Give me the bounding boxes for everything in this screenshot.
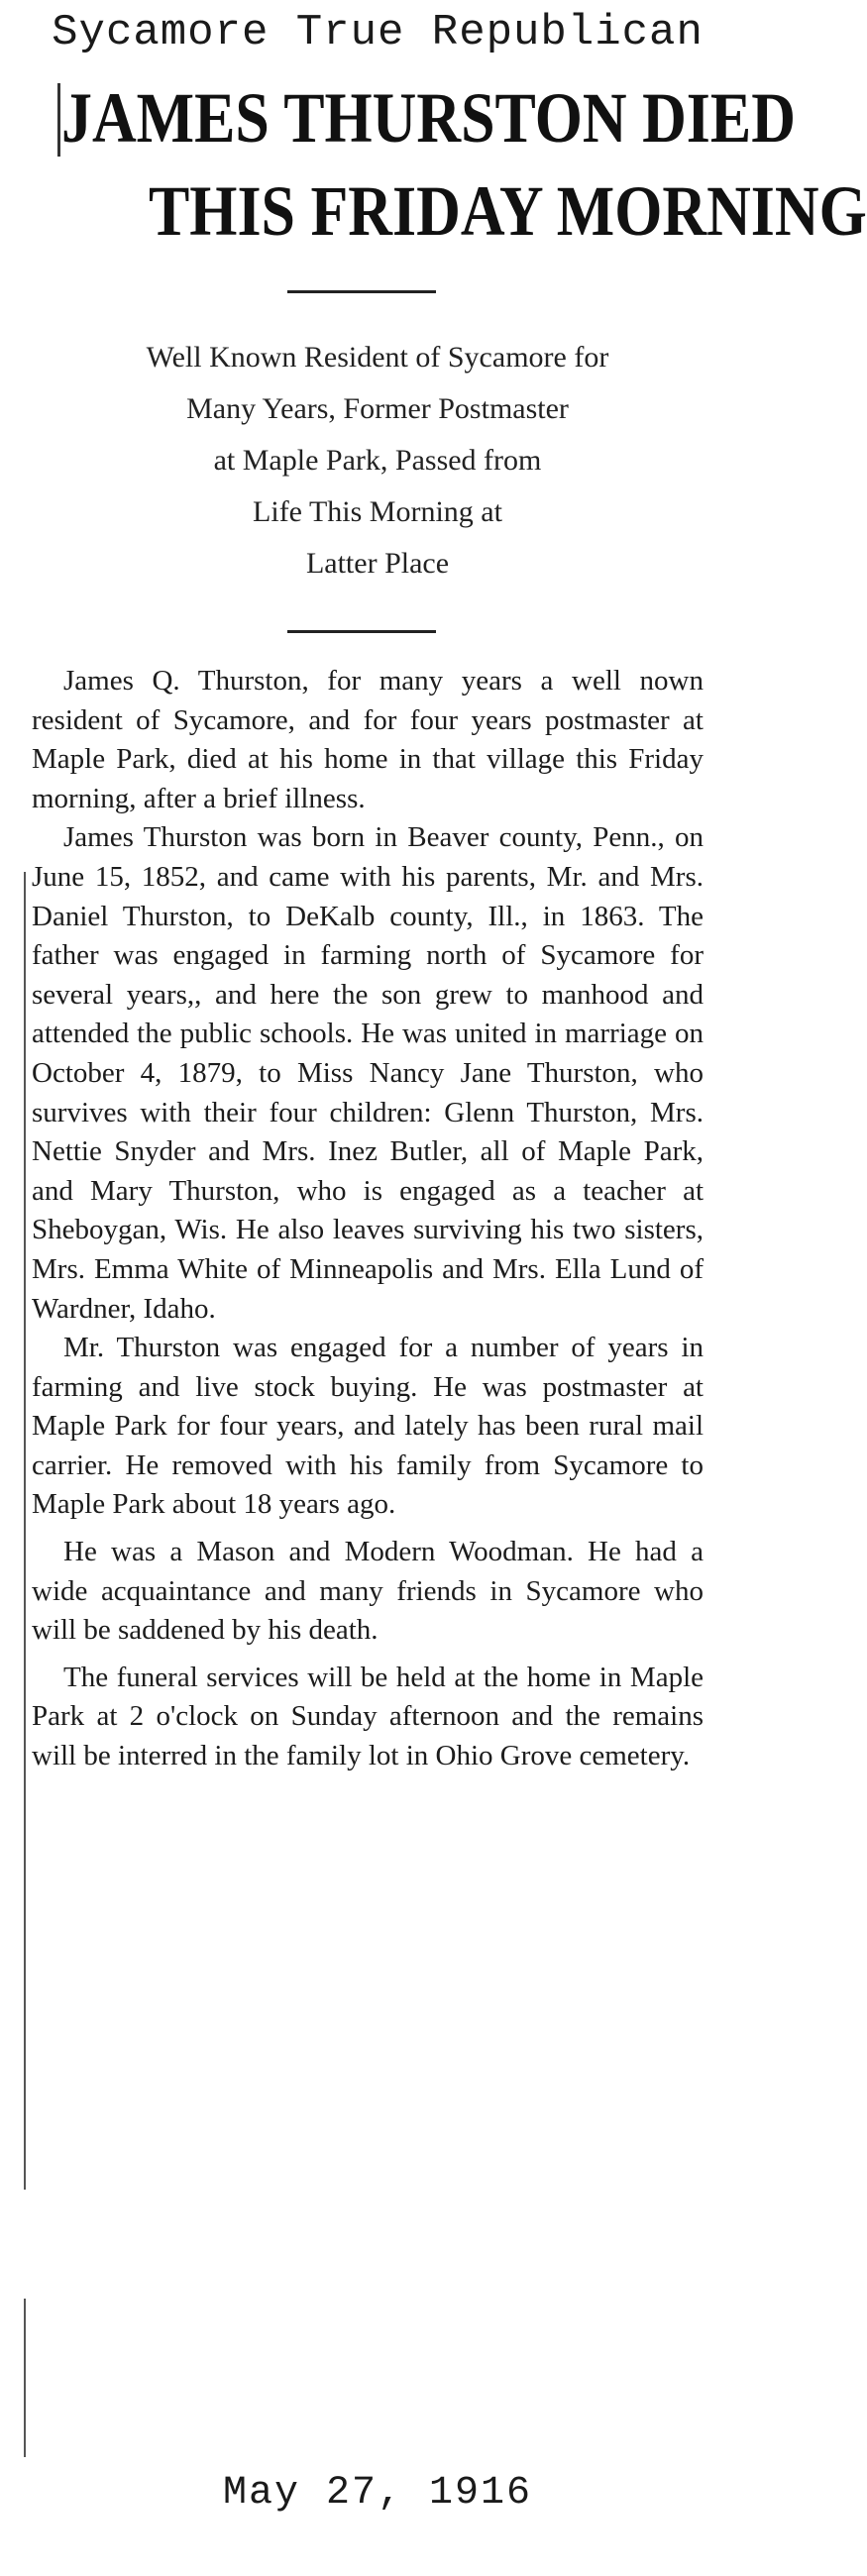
deck-line: Life This Morning at	[253, 495, 502, 528]
column-edge-line	[24, 2299, 26, 2457]
article-paragraph: Mr. Thurston was engaged for a number of years in farming and live stock buying. He was postmaster at Maple Park for four years, and lately has been rural mail carrier. He removed with his family from Sycamore to Maple Park about 18 years ago.	[32, 1332, 704, 1521]
article-paragraph: James Q. Thurston, for many years a well nown resident of Sycamore, and for four years postmaster at Maple Park, died at his home in that village this Friday morning, after a brief illness.	[32, 665, 704, 814]
deck-divider	[287, 630, 436, 633]
publication-date: May 27, 1916	[222, 2471, 533, 2516]
article-paragraph: The funeral services will be held at the home in Maple Park at 2 o'clock on Sunday afternoon and the remains will be interred in the family lot in Ohio Grove cemetery.	[32, 1661, 704, 1772]
article-body	[32, 662, 704, 1776]
headline-line-1: JAMES THURSTON DIED	[61, 78, 796, 158]
headline-margin-mark	[57, 83, 60, 157]
subheadline-deck	[40, 332, 715, 590]
deck-line: Well Known Resident of Sycamore for	[146, 341, 609, 374]
headline-divider	[287, 290, 436, 293]
deck-line: Many Years, Former Postmaster	[186, 392, 569, 425]
newspaper-masthead: Sycamore True Republican	[52, 8, 704, 57]
column-edge-line	[24, 872, 26, 2190]
headline-line-2: THIS FRIDAY MORNING	[149, 171, 867, 251]
article-paragraph: James Thurston was born in Beaver county, Penn., on June 15, 1852, and came with his parents, Mr. and Mrs. Daniel Thurston, to DeKalb county, Ill., in 1863. The father was engaged in farming north of Sycamore for several years,, and here the son grew to manhood and attended the public schools. He was united in marriage on October 4, 1879, to Miss Nancy Jane Thurston, who survives with their four children: Glenn Thurston, Mrs. Nettie Snyder and Mrs. Inez Butler, all of Maple Park, and Mary Thurston, who is engaged as a teacher at Sheboygan, Wis. He also leaves surviving his two sisters, Mrs. Emma White of Minneapolis and Mrs. Ella Lund of Wardner, Idaho.	[32, 821, 704, 1325]
article-paragraph: He was a Mason and Modern Woodman. He had a wide acquaintance and many friends in Sycamore who will be saddened by his death.	[32, 1536, 704, 1647]
deck-line: Latter Place	[305, 547, 450, 580]
deck-line: at Maple Park, Passed from	[213, 444, 542, 477]
